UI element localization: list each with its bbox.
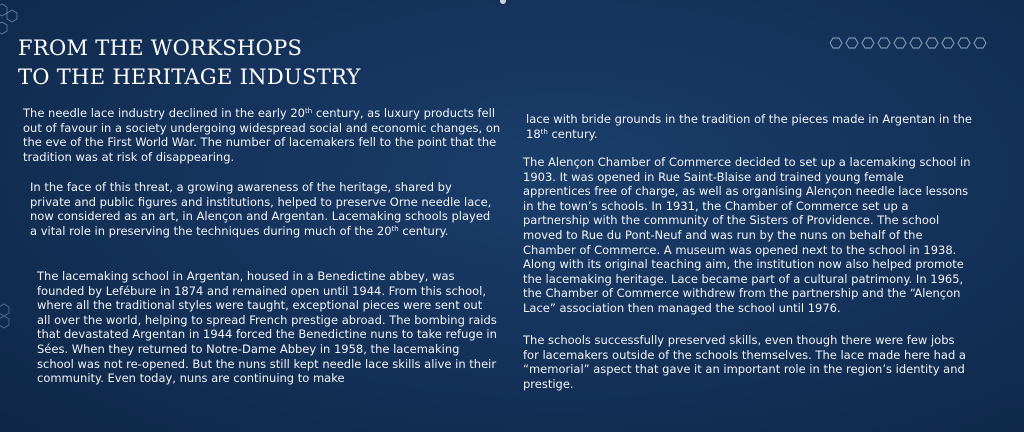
right-text-column <box>520 0 1024 432</box>
right-paragraph-1: lace with bride grounds in the tradition of the pieces made in Argentan in the 18th century. <box>526 112 972 141</box>
title-line-1: FROM THE WORKSHOPS <box>18 36 303 60</box>
left-paragraph-1: The needle lace industry declined in the early 20th century, as luxury products fell out of favour in a society undergoing widespread social and economic changes, on the eve of the First World War. The number of lacemakers fell to the point that the tradition was at risk of disappearing. <box>23 106 501 164</box>
title-line-2: TO THE HERITAGE INDUSTRY <box>18 65 361 89</box>
left-paragraph-2: In the face of this threat, a growing awareness of the heritage, shared by private and public figures and institutions, helped to preserve Orne needle lace, now considered as an art, in Alençon and Argentan. Lacemaking schools played a vital role in preserving the techniques during much of the 20th century. <box>30 180 492 238</box>
right-paragraph-2: The Alençon Chamber of Commerce decided to set up a lacemaking school in 1903. It was opened in Rue Saint-Blaise and trained young female apprentices free of charge, as well as organising Alençon needle lace lessons in the town’s schools. In 1931, the Chamber of Commerce set up a partnership with the community of the Sisters of Providence. The school moved to Rue du Pont-Neuf and was run by the nuns on behalf of the Chamber of Commerce. A museum was opened next to the school in 1938. Along with its original teaching aim, the institution now also helped promote the lacemaking heritage. Lace became part of a cultural patrimony. In 1965, the Chamber of Commerce withdrew from the partnership and the “Alençon Lace” association then managed the school until 1976. <box>523 155 971 315</box>
right-paragraph-3: The schools successfully preserved skills, even though there were few jobs for lacemakers outside of the schools themselves. The lace made here had a “memorial” aspect that gave it an important role in the region’s identity and prestige. <box>523 333 966 391</box>
left-paragraph-3: The lacemaking school in Argentan, housed in a Benedictine abbey, was founded by Lefébure in 1874 and remained open until 1944. From this school, where all the traditional styles were taught, exceptional pieces were sent out all over the world, helping to spread French prestige abroad. The bombing raids that devastated Argentan in 1944 forced the Benedictine nuns to take refuge in Sées. When they returned to Notre-Dame Abbey in 1958, the lacemaking school was not re-opened. But the nuns still kept needle lace skills alive in their community. Even today, nuns are continuing to make <box>37 269 497 386</box>
